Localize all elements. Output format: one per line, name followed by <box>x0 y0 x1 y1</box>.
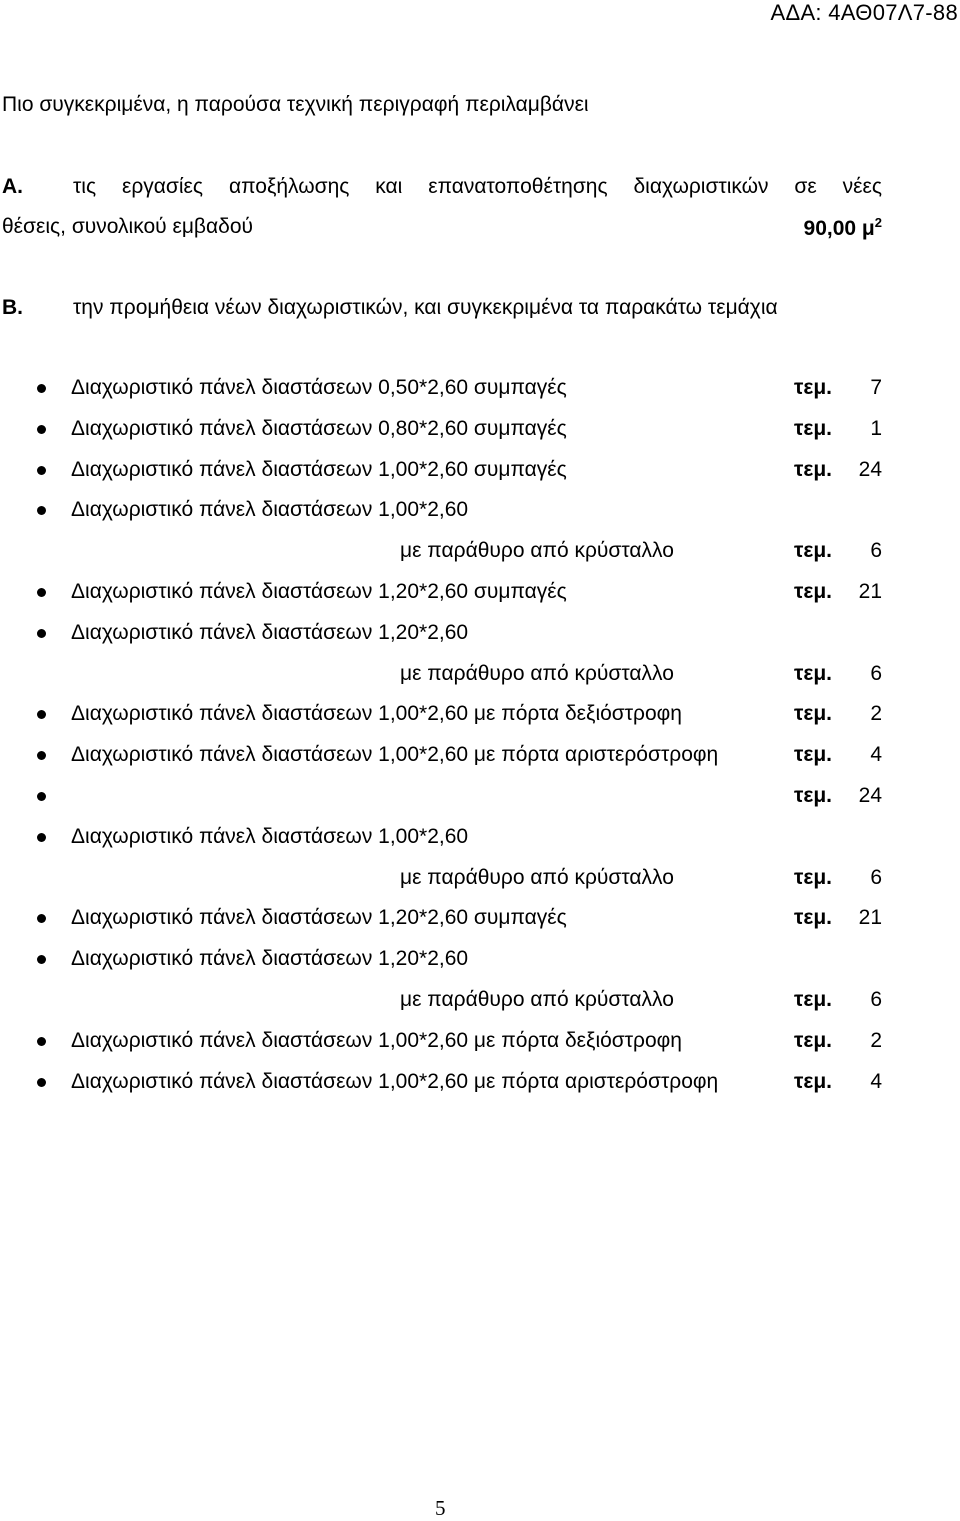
item-unit: τεμ. <box>794 457 833 481</box>
item-unit: τεμ. <box>794 783 833 807</box>
item-description: Διαχωριστικό πάνελ διαστάσεων 1,20*2,60 συμπαγές <box>71 579 567 603</box>
item-quantity: 2 <box>870 1028 882 1052</box>
item-unit: τεμ. <box>794 416 833 440</box>
bullet-icon <box>37 833 46 842</box>
section-a-word: εργασίες <box>121 175 204 198</box>
item-quantity: 1 <box>870 416 882 440</box>
list-item <box>0 906 960 947</box>
item-unit: τεμ. <box>794 661 833 685</box>
list-item <box>0 702 960 743</box>
bullet-icon <box>37 710 46 719</box>
list-item <box>0 662 960 703</box>
item-quantity: 7 <box>870 376 882 399</box>
item-description: Διαχωριστικό πάνελ διαστάσεων 1,00*2,60 με πόρτα αριστερόστροφη <box>71 1069 719 1093</box>
item-quantity: 6 <box>870 661 882 685</box>
list-item <box>0 458 960 499</box>
total-area-value: 90,00 μ <box>803 217 875 240</box>
item-subdescription: με παράθυρο από κρύσταλλο <box>400 661 674 685</box>
section-a-line2: θέσεις, συνολικού εμβαδού <box>2 215 253 238</box>
page-number: 5 <box>435 1496 446 1520</box>
item-description: Διαχωριστικό πάνελ διαστάσεων 1,00*2,60 με πόρτα δεξιόστροφη <box>71 1028 682 1052</box>
item-unit: τεμ. <box>794 376 833 399</box>
bullet-icon <box>37 384 46 393</box>
item-unit: τεμ. <box>794 743 833 767</box>
list-item <box>0 498 960 539</box>
item-unit: τεμ. <box>794 1069 833 1093</box>
item-description: Διαχωριστικό πάνελ διαστάσεων 1,00*2,60 <box>71 824 469 848</box>
list-item <box>0 417 960 458</box>
item-description: Διαχωριστικό πάνελ διαστάσεων 1,20*2,60 συμπαγές <box>71 906 567 930</box>
section-a-word: αποξήλωσης <box>228 175 350 198</box>
bullet-icon <box>37 1078 46 1087</box>
section-a-word: επανατοποθέτησης <box>428 175 608 198</box>
bullet-icon <box>37 792 46 801</box>
section-a-word: νέες <box>842 175 882 198</box>
section-a-word: σε <box>794 175 817 198</box>
item-description: Διαχωριστικό πάνελ διαστάσεων 1,00*2,60 με πόρτα αριστερόστροφη <box>71 743 719 767</box>
bullet-icon <box>37 588 46 597</box>
item-quantity: 6 <box>870 539 882 563</box>
item-quantity: 6 <box>870 987 882 1011</box>
section-a-word: και <box>375 175 403 198</box>
item-quantity: 6 <box>870 865 882 889</box>
item-unit: τεμ. <box>794 906 833 930</box>
bullet-icon <box>37 914 46 923</box>
list-item <box>0 947 960 988</box>
intro-paragraph: Πιο συγκεκριμένα, η παρούσα τεχνική περιγραφή περιλαμβάνει <box>2 93 589 116</box>
bullet-icon <box>37 506 46 515</box>
item-unit: τεμ. <box>794 1028 833 1052</box>
item-quantity: 4 <box>870 1069 882 1093</box>
item-quantity: 4 <box>870 743 882 767</box>
section-a-marker: Α. <box>2 175 23 198</box>
item-unit: τεμ. <box>794 702 833 726</box>
bullet-icon <box>37 1037 46 1046</box>
item-description: Διαχωριστικό πάνελ διαστάσεων 0,80*2,60 συμπαγές <box>71 416 567 440</box>
total-area-superscript: 2 <box>874 215 882 230</box>
list-item <box>0 866 960 907</box>
item-quantity: 24 <box>858 457 882 481</box>
list-item <box>0 580 960 621</box>
item-unit: τεμ. <box>794 865 833 889</box>
item-description: Διαχωριστικό πάνελ διαστάσεων 1,20*2,60 <box>71 947 469 971</box>
section-a-text <box>73 175 882 199</box>
list-item <box>0 784 960 825</box>
panel-item-list <box>0 376 960 1110</box>
bullet-icon <box>37 425 46 434</box>
item-quantity: 21 <box>858 906 882 930</box>
item-description: Διαχωριστικό πάνελ διαστάσεων 1,20*2,60 <box>71 620 469 644</box>
section-b-text: την προμήθεια νέων διαχωριστικών, και συγκεκριμένα τα παρακάτω τεμάχια <box>73 296 778 319</box>
item-unit: τεμ. <box>794 539 833 563</box>
item-subdescription: με παράθυρο από κρύσταλλο <box>400 987 674 1011</box>
bullet-icon <box>37 466 46 475</box>
list-item <box>0 988 960 1029</box>
section-a-word: διαχωριστικών <box>633 175 769 198</box>
list-item <box>0 539 960 580</box>
ada-code: ΑΔΑ: 4ΑΘ07Λ7-88 <box>770 0 958 25</box>
list-item <box>0 1029 960 1070</box>
bullet-icon <box>37 629 46 638</box>
list-item <box>0 1070 960 1111</box>
section-b-marker: Β. <box>2 296 23 319</box>
item-unit: τεμ. <box>794 579 833 603</box>
item-description: Διαχωριστικό πάνελ διαστάσεων 0,50*2,60 συμπαγές <box>71 376 567 399</box>
item-subdescription: με παράθυρο από κρύσταλλο <box>400 865 674 889</box>
item-quantity: 24 <box>858 783 882 807</box>
section-a-total <box>804 215 882 241</box>
item-quantity: 2 <box>870 702 882 726</box>
item-description: Διαχωριστικό πάνελ διαστάσεων 1,00*2,60 <box>71 498 469 522</box>
list-item <box>0 743 960 784</box>
list-item <box>0 376 960 417</box>
item-description: Διαχωριστικό πάνελ διαστάσεων 1,00*2,60 συμπαγές <box>71 457 567 481</box>
list-item <box>0 621 960 662</box>
list-item <box>0 825 960 866</box>
bullet-icon <box>37 955 46 964</box>
item-subdescription: με παράθυρο από κρύσταλλο <box>400 539 674 563</box>
item-quantity: 21 <box>858 579 882 603</box>
section-a-word: τις <box>73 175 97 198</box>
item-description: Διαχωριστικό πάνελ διαστάσεων 1,00*2,60 με πόρτα δεξιόστροφη <box>71 702 682 726</box>
item-unit: τεμ. <box>794 987 833 1011</box>
bullet-icon <box>37 751 46 760</box>
